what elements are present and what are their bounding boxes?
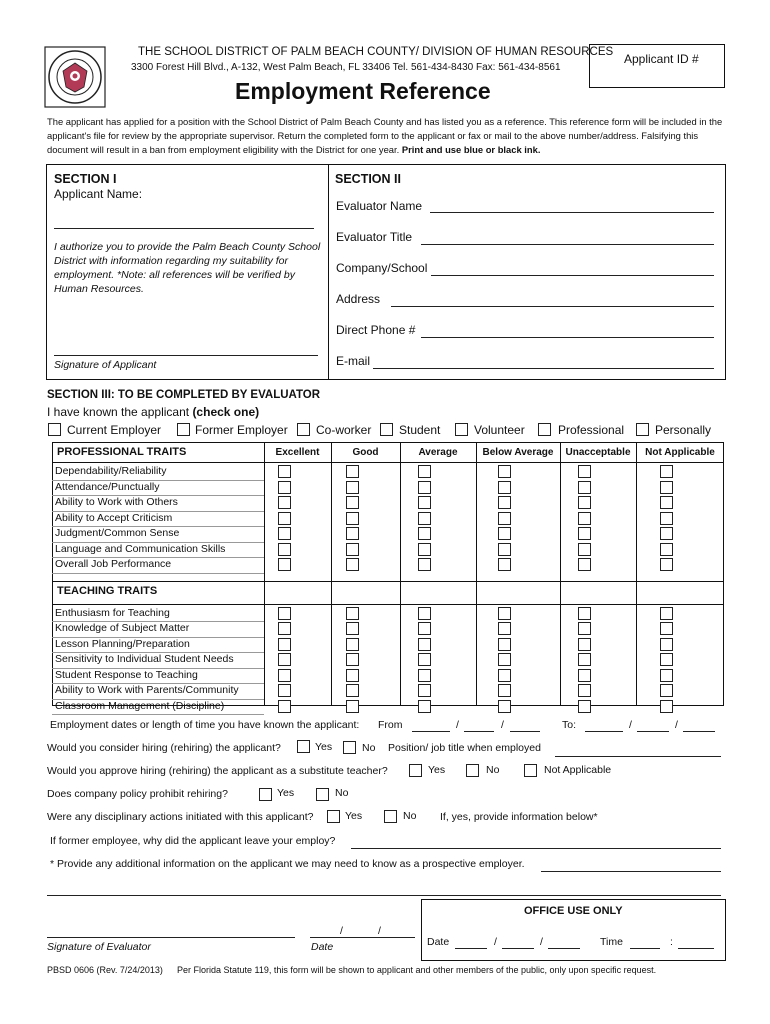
teaching-rating-checkbox[interactable]: [418, 669, 431, 682]
teaching-rating-checkbox[interactable]: [660, 653, 673, 666]
teaching-rating-checkbox[interactable]: [418, 700, 431, 713]
office-date-day-line[interactable]: [502, 948, 534, 949]
policy-no-checkbox[interactable]: [316, 788, 329, 801]
former-employer-checkbox[interactable]: [177, 423, 190, 436]
section-3-heading: SECTION III: TO BE COMPLETED BY EVALUATOR: [47, 389, 321, 401]
table-header-divider: [52, 462, 724, 463]
teaching-rating-checkbox[interactable]: [278, 607, 291, 620]
rating-column-header: Average: [418, 447, 458, 458]
professional-rating-checkbox[interactable]: [346, 543, 359, 556]
teaching-header-top: [52, 581, 724, 582]
teaching-rating-checkbox[interactable]: [278, 684, 291, 697]
professional-rating-checkbox[interactable]: [278, 558, 291, 571]
teaching-trait-label: Knowledge of Subject Matter: [55, 622, 190, 634]
professional-rating-checkbox[interactable]: [418, 558, 431, 571]
teaching-rating-checkbox[interactable]: [498, 622, 511, 635]
professional-rating-checkbox[interactable]: [278, 481, 291, 494]
evaluator-date-label: Date: [311, 941, 334, 953]
professional-trait-label: Attendance/Punctually: [55, 480, 160, 493]
policy-yes-label: Yes: [277, 787, 295, 799]
teaching-rating-checkbox[interactable]: [346, 684, 359, 697]
office-date-label: Date: [427, 936, 450, 948]
professional-rating-checkbox[interactable]: [498, 496, 511, 509]
direct-phone-line[interactable]: [421, 337, 714, 338]
rating-column-header: Not Applicable: [645, 447, 715, 458]
professional-rating-checkbox[interactable]: [346, 558, 359, 571]
teaching-rating-checkbox[interactable]: [660, 700, 673, 713]
table-column-divider: [560, 442, 561, 706]
teaching-rating-checkbox[interactable]: [578, 653, 591, 666]
teaching-rating-checkbox[interactable]: [418, 622, 431, 635]
teaching-rating-checkbox[interactable]: [578, 684, 591, 697]
teaching-rating-checkbox[interactable]: [578, 607, 591, 620]
teaching-rating-checkbox[interactable]: [418, 607, 431, 620]
professional-trait-label: Dependability/Reliability: [55, 465, 167, 477]
professional-rating-checkbox[interactable]: [498, 558, 511, 571]
authorization-text: I authorize you to provide the Palm Beach County School District with information regarding my suitability for employment. *Note: all references will be verified by Human Resources.: [54, 241, 321, 295]
substitute-no-label: No: [486, 764, 500, 776]
professional-rating-checkbox[interactable]: [418, 465, 431, 478]
professional-rating-checkbox[interactable]: [578, 481, 591, 494]
teaching-rating-checkbox[interactable]: [346, 700, 359, 713]
professional-rating-checkbox[interactable]: [418, 543, 431, 556]
evaluator-name-line[interactable]: [430, 212, 714, 213]
professional-rating-checkbox[interactable]: [418, 527, 431, 540]
teaching-rating-checkbox[interactable]: [660, 669, 673, 682]
professional-rating-checkbox[interactable]: [578, 465, 591, 478]
substitute-question: Would you approve hiring (rehiring) the applicant as a substitute teacher?: [47, 765, 388, 777]
form-code: PBSD 0606 (Rev. 7/24/2013): [47, 965, 163, 975]
teaching-rating-checkbox[interactable]: [498, 669, 511, 682]
rehire-yes-checkbox[interactable]: [297, 740, 310, 753]
personally-checkbox[interactable]: [636, 423, 649, 436]
position-line[interactable]: [555, 756, 721, 757]
teaching-rating-checkbox[interactable]: [498, 700, 511, 713]
applicant-id-field[interactable]: [589, 44, 725, 88]
office-date-year-line[interactable]: [548, 948, 580, 949]
professional-rating-checkbox[interactable]: [346, 465, 359, 478]
professional-rating-checkbox[interactable]: [346, 512, 359, 525]
substitute-na-label: Not Applicable: [544, 764, 612, 776]
rehire-no-label: No: [362, 742, 376, 754]
substitute-na-checkbox[interactable]: [524, 764, 537, 777]
from-month-line[interactable]: [412, 731, 450, 732]
office-date-month-line[interactable]: [455, 948, 487, 949]
applicant-name-label: Applicant Name:: [54, 187, 143, 201]
student-checkbox[interactable]: [380, 423, 393, 436]
teaching-trait-label: Classroom Management (Discipline): [55, 699, 225, 712]
professional-trait-label: Ability to Work with Others: [55, 496, 178, 508]
current-employer-label: Current Employer: [67, 423, 162, 437]
teaching-trait-label: Lesson Planning/Preparation: [55, 637, 190, 650]
professional-rating-checkbox[interactable]: [418, 481, 431, 494]
professional-rating-checkbox[interactable]: [660, 527, 673, 540]
professional-checkbox[interactable]: [538, 423, 551, 436]
teaching-rating-checkbox[interactable]: [660, 622, 673, 635]
professional-rating-checkbox[interactable]: [578, 496, 591, 509]
teaching-rating-checkbox[interactable]: [578, 700, 591, 713]
additional-info-line-2[interactable]: [47, 895, 721, 896]
policy-yes-checkbox[interactable]: [259, 788, 272, 801]
intro-paragraph: The applicant has applied for a position with the School District of Palm Beach County and has listed you as a reference. This reference form will be included in the applicant's file for review by the appropriate supervisor. Return the completed form to the applicant or fax or mail to the above number/address. Falsifying this document will result in a ban from employment eligibility with the District for one year. Print and use blue or black ink.: [47, 116, 723, 155]
evaluator-title-label: Evaluator Title: [336, 230, 413, 244]
evaluator-signature-label: Signature of Evaluator: [47, 941, 151, 953]
evaluator-signature-line[interactable]: [47, 937, 295, 938]
teaching-rating-checkbox[interactable]: [578, 622, 591, 635]
teaching-rating-checkbox[interactable]: [346, 638, 359, 651]
section-2-heading: SECTION II: [335, 172, 401, 186]
professional-rating-checkbox[interactable]: [578, 512, 591, 525]
page-title: Employment Reference: [235, 78, 491, 104]
professional-rating-checkbox[interactable]: [346, 496, 359, 509]
office-time-minute-line[interactable]: [678, 948, 714, 949]
teaching-trait-label: Student Response to Teaching: [55, 668, 198, 681]
rehire-no-checkbox[interactable]: [343, 741, 356, 754]
professional-rating-checkbox[interactable]: [578, 543, 591, 556]
professional-rating-checkbox[interactable]: [346, 527, 359, 540]
teaching-trait-label: Sensitivity to Individual Student Needs: [55, 653, 234, 665]
professional-rating-checkbox[interactable]: [278, 512, 291, 525]
to-day-line[interactable]: [637, 731, 669, 732]
professional-rating-checkbox[interactable]: [660, 496, 673, 509]
applicant-id-label: Applicant ID #: [624, 52, 699, 66]
professional-rating-checkbox[interactable]: [660, 543, 673, 556]
professional-rating-checkbox[interactable]: [578, 527, 591, 540]
professional-rating-checkbox[interactable]: [498, 465, 511, 478]
teaching-trait-label: Enthusiasm for Teaching: [55, 606, 170, 619]
professional-rating-checkbox[interactable]: [498, 512, 511, 525]
teaching-rating-checkbox[interactable]: [498, 638, 511, 651]
professional-rating-checkbox[interactable]: [660, 481, 673, 494]
office-time-label: Time: [600, 936, 623, 948]
teaching-rating-checkbox[interactable]: [578, 669, 591, 682]
leave-question: If former employee, why did the applicant leave your employ?: [50, 835, 336, 847]
teaching-traits-heading: TEACHING TRAITS: [57, 584, 158, 597]
professional-rating-checkbox[interactable]: [278, 496, 291, 509]
teaching-rating-checkbox[interactable]: [660, 607, 673, 620]
professional-rating-checkbox[interactable]: [418, 512, 431, 525]
direct-phone-label: Direct Phone #: [336, 323, 416, 337]
teaching-rating-checkbox[interactable]: [660, 638, 673, 651]
teaching-rating-checkbox[interactable]: [278, 700, 291, 713]
co-worker-checkbox[interactable]: [297, 423, 310, 436]
teaching-rating-checkbox[interactable]: [498, 607, 511, 620]
table-column-divider: [331, 442, 332, 706]
former-employer-label: Former Employer: [195, 423, 288, 437]
teaching-rating-checkbox[interactable]: [418, 684, 431, 697]
student-label: Student: [399, 423, 441, 437]
teaching-rating-checkbox[interactable]: [278, 669, 291, 682]
section-1-heading: SECTION I: [54, 172, 117, 186]
rating-column-header: Unacceptable: [565, 447, 631, 458]
district-seal-logo: [44, 46, 106, 113]
evaluator-date-line[interactable]: [310, 937, 415, 938]
teaching-rating-checkbox[interactable]: [346, 607, 359, 620]
professional-rating-checkbox[interactable]: [278, 543, 291, 556]
professional-trait-label: Ability to Accept Criticism: [55, 511, 173, 524]
teaching-header-bottom: [52, 604, 724, 605]
to-label: To:: [562, 719, 577, 731]
email-label: E-mail: [336, 354, 371, 368]
applicant-signature-line[interactable]: [54, 355, 318, 356]
evaluator-title-line[interactable]: [421, 244, 714, 245]
leave-reason-line[interactable]: [351, 848, 721, 849]
professional-trait-label: Language and Communication Skills: [55, 542, 226, 555]
office-use-heading: OFFICE USE ONLY: [524, 905, 623, 917]
rating-column-header: Good: [352, 447, 379, 458]
applicant-signature-label: Signature of Applicant: [54, 359, 157, 371]
rating-column-header: Excellent: [275, 447, 320, 458]
volunteer-checkbox[interactable]: [455, 423, 468, 436]
policy-no-label: No: [335, 787, 349, 799]
disciplinary-no-label: No: [403, 810, 417, 822]
trait-row-divider: [52, 573, 264, 574]
table-column-divider: [400, 442, 401, 706]
disciplinary-question: Were any disciplinary actions initiated with this applicant?: [47, 811, 314, 823]
teaching-trait-label: Ability to Work with Parents/Community: [55, 684, 239, 696]
additional-info-line-1[interactable]: [541, 871, 721, 872]
professional-rating-checkbox[interactable]: [346, 481, 359, 494]
district-address: 3300 Forest Hill Blvd., A-132, West Palm Beach, FL 33406 Tel. 561-434-8430 Fax: 561-434-8561: [131, 62, 561, 73]
if-yes-note: If, yes, provide information below*: [440, 811, 598, 823]
teaching-rating-checkbox[interactable]: [346, 669, 359, 682]
from-label: From: [378, 719, 403, 731]
professional-rating-checkbox[interactable]: [660, 465, 673, 478]
disciplinary-yes-label: Yes: [345, 810, 363, 822]
teaching-rating-checkbox[interactable]: [578, 638, 591, 651]
ink-instruction: Print and use blue or black ink.: [401, 144, 541, 155]
email-line[interactable]: [373, 368, 714, 369]
company-school-label: Company/School: [336, 261, 428, 275]
teaching-rating-checkbox[interactable]: [418, 653, 431, 666]
professional-rating-checkbox[interactable]: [418, 496, 431, 509]
substitute-yes-checkbox[interactable]: [409, 764, 422, 777]
professional-rating-checkbox[interactable]: [498, 527, 511, 540]
company-school-line[interactable]: [431, 275, 714, 276]
disciplinary-no-checkbox[interactable]: [384, 810, 397, 823]
teaching-rating-checkbox[interactable]: [418, 638, 431, 651]
professional-rating-checkbox[interactable]: [498, 543, 511, 556]
dates-question: Employment dates or length of time you have known the applicant:: [50, 719, 360, 731]
teaching-rating-checkbox[interactable]: [660, 684, 673, 697]
current-employer-checkbox[interactable]: [48, 423, 61, 436]
office-time-hour-line[interactable]: [630, 948, 660, 949]
professional-trait-label: Overall Job Performance: [55, 558, 172, 570]
teaching-rating-checkbox[interactable]: [278, 653, 291, 666]
address-label: Address: [336, 292, 381, 306]
rating-column-header: Below Average: [482, 447, 554, 458]
personally-label: Personally: [655, 423, 712, 437]
additional-info-question: * Provide any additional information on the applicant we may need to know as a prospective employer.: [50, 858, 525, 870]
from-year-line[interactable]: [510, 731, 540, 732]
rehire-question: Would you consider hiring (rehiring) the applicant?: [47, 742, 281, 754]
table-column-divider: [476, 442, 477, 706]
professional-rating-checkbox[interactable]: [578, 558, 591, 571]
to-year-line[interactable]: [683, 731, 715, 732]
co-worker-label: Co-worker: [316, 423, 372, 437]
teaching-rating-checkbox[interactable]: [346, 622, 359, 635]
to-month-line[interactable]: [585, 731, 623, 732]
substitute-no-checkbox[interactable]: [466, 764, 479, 777]
statute-note: Per Florida Statute 119, this form will be shown to applicant and other members of the public, only upon specific request.: [177, 965, 657, 975]
professional-rating-checkbox[interactable]: [278, 527, 291, 540]
table-column-divider: [264, 442, 265, 706]
teaching-rating-checkbox[interactable]: [278, 638, 291, 651]
volunteer-label: Volunteer: [474, 423, 525, 437]
substitute-yes-label: Yes: [428, 764, 446, 776]
from-day-line[interactable]: [464, 731, 494, 732]
known-as-label: I have known the applicant (check one): [47, 405, 260, 419]
position-label: Position/ job title when employed: [388, 742, 541, 754]
policy-question: Does company policy prohibit rehiring?: [47, 788, 228, 800]
applicant-name-line[interactable]: [54, 228, 314, 229]
teaching-rating-checkbox[interactable]: [278, 622, 291, 635]
address-line[interactable]: [391, 306, 714, 307]
teaching-rating-checkbox[interactable]: [346, 653, 359, 666]
disciplinary-yes-checkbox[interactable]: [327, 810, 340, 823]
table-column-divider: [636, 442, 637, 706]
professional-rating-checkbox[interactable]: [660, 558, 673, 571]
district-name: THE SCHOOL DISTRICT OF PALM BEACH COUNTY/ DIVISION OF HUMAN RESOURCES: [138, 46, 614, 58]
teaching-rating-checkbox[interactable]: [498, 684, 511, 697]
professional-trait-label: Judgment/Common Sense: [55, 527, 180, 539]
rehire-yes-label: Yes: [315, 741, 333, 753]
professional-label: Professional: [558, 423, 625, 437]
evaluator-name-label: Evaluator Name: [336, 199, 423, 213]
professional-rating-checkbox[interactable]: [278, 465, 291, 478]
professional-rating-checkbox[interactable]: [660, 512, 673, 525]
teaching-rating-checkbox[interactable]: [498, 653, 511, 666]
professional-rating-checkbox[interactable]: [498, 481, 511, 494]
professional-traits-heading: PROFESSIONAL TRAITS: [57, 446, 187, 458]
trait-row-divider: [52, 714, 264, 715]
